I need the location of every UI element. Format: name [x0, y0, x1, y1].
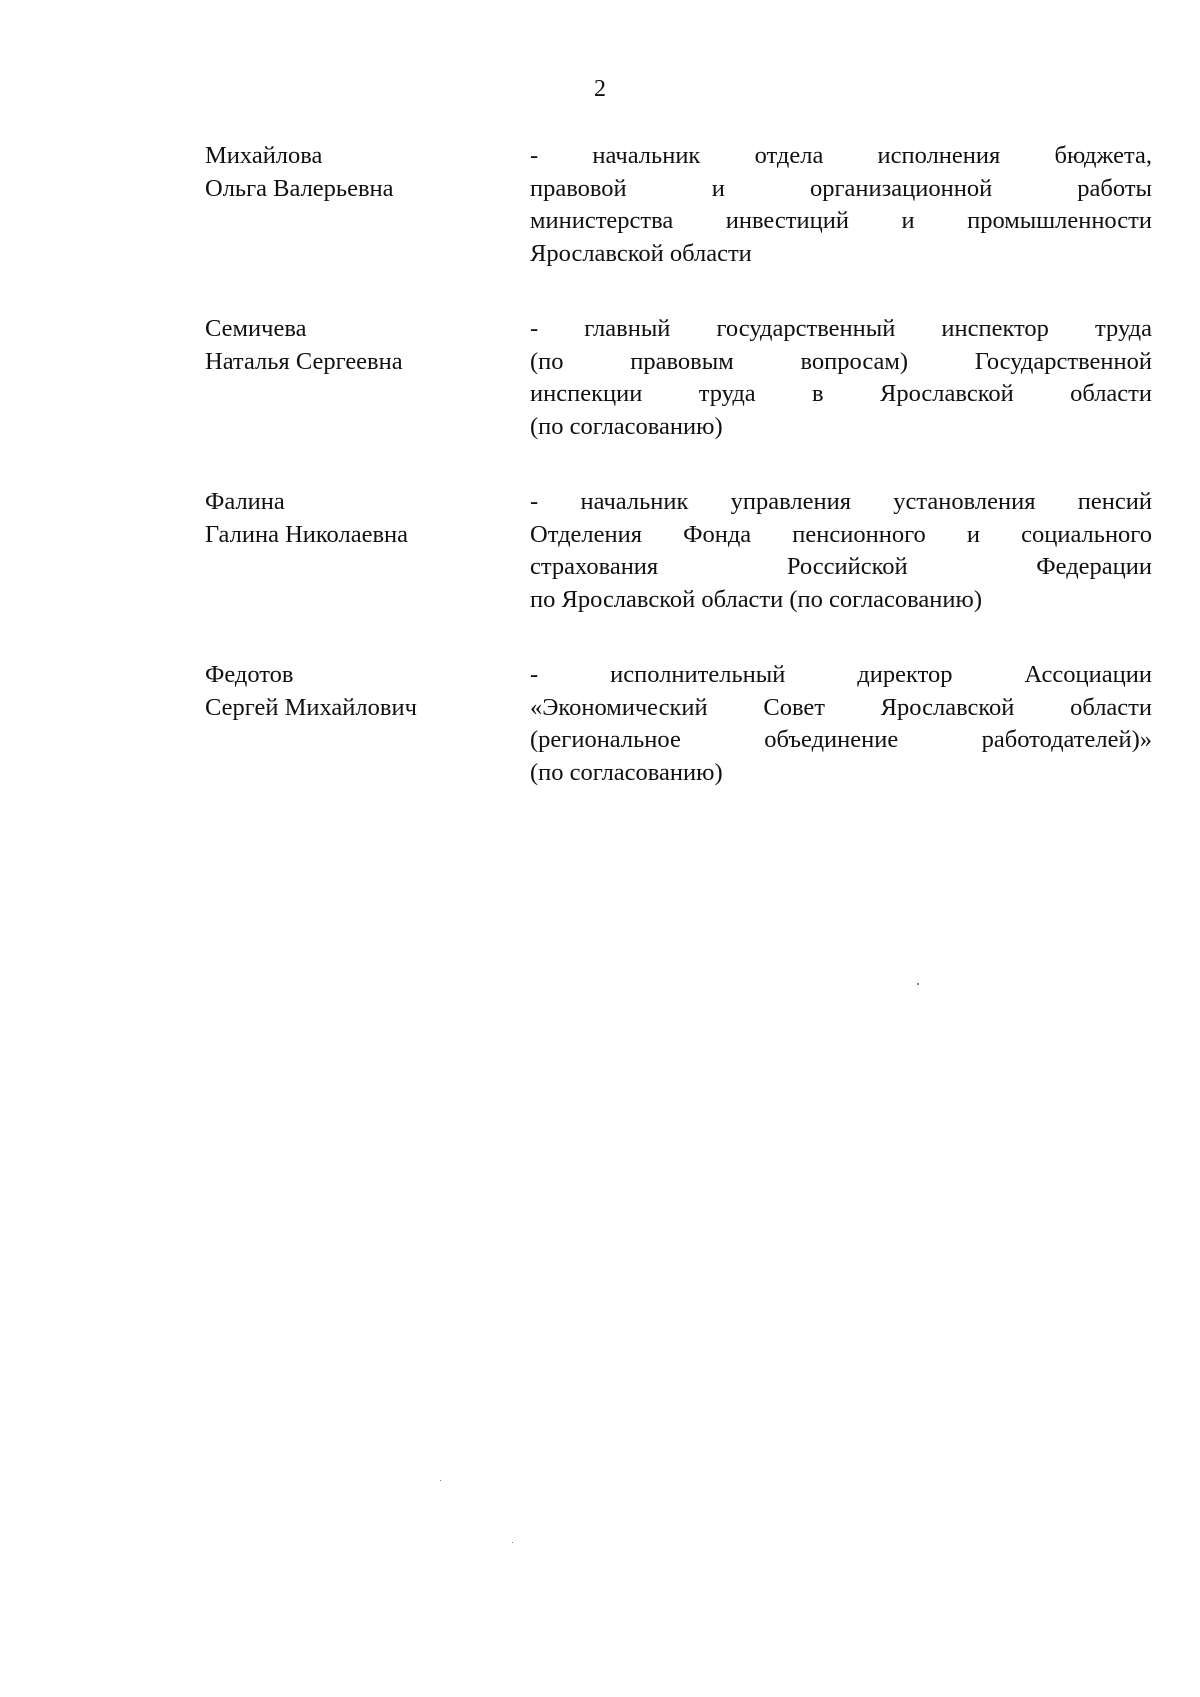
position-line: по Ярославской области (по согласованию) [530, 585, 982, 613]
position-line: (по согласованию) [530, 412, 723, 440]
member-entry [205, 140, 1153, 270]
position-line: (региональное объединение работодателей)» [530, 726, 1152, 753]
page-number: 2 [594, 76, 606, 102]
position-line: (по правовым вопросам) Государственной [530, 347, 1152, 375]
member-entry [205, 486, 1153, 616]
member-surname: Фалина [205, 488, 285, 515]
member-surname: Михайлова [205, 142, 323, 169]
member-surname: Семичева [205, 315, 307, 342]
position-line: - начальник отдела исполнения бюджета, [530, 142, 1152, 169]
member-name [205, 486, 530, 551]
scan-speck [512, 1542, 513, 1543]
member-position [530, 486, 1152, 616]
member-given-names: Сергей Михайлович [205, 693, 417, 721]
position-line: страхования Российской Федерации [530, 553, 1152, 580]
member-name [205, 140, 530, 205]
position-line: «Экономический Совет Ярославской области [530, 693, 1152, 721]
position-line: - главный государственный инспектор труда [530, 315, 1152, 342]
member-position [530, 659, 1152, 789]
member-entry [205, 313, 1153, 443]
scan-speck [917, 983, 919, 985]
member-position [530, 140, 1152, 270]
member-surname: Федотов [205, 661, 294, 688]
members-list [205, 140, 1153, 832]
position-line: (по согласованию) [530, 758, 723, 786]
member-name [205, 659, 530, 724]
scan-speck [440, 1480, 441, 1481]
position-line: - начальник управления установления пенсий [530, 488, 1152, 515]
position-line: Отделения Фонда пенсионного и социального [530, 520, 1152, 548]
member-entry [205, 659, 1153, 789]
member-position [530, 313, 1152, 443]
member-given-names: Наталья Сергеевна [205, 347, 403, 375]
member-name [205, 313, 530, 378]
position-line: правовой и организационной работы [530, 174, 1152, 202]
position-line: министерства инвестиций и промышленности [530, 207, 1152, 234]
position-line: инспекции труда в Ярославской области [530, 380, 1152, 407]
member-given-names: Ольга Валерьевна [205, 174, 394, 202]
position-line: Ярославской области [530, 239, 752, 267]
position-line: - исполнительный директор Ассоциации [530, 661, 1152, 688]
member-given-names: Галина Николаевна [205, 520, 409, 548]
